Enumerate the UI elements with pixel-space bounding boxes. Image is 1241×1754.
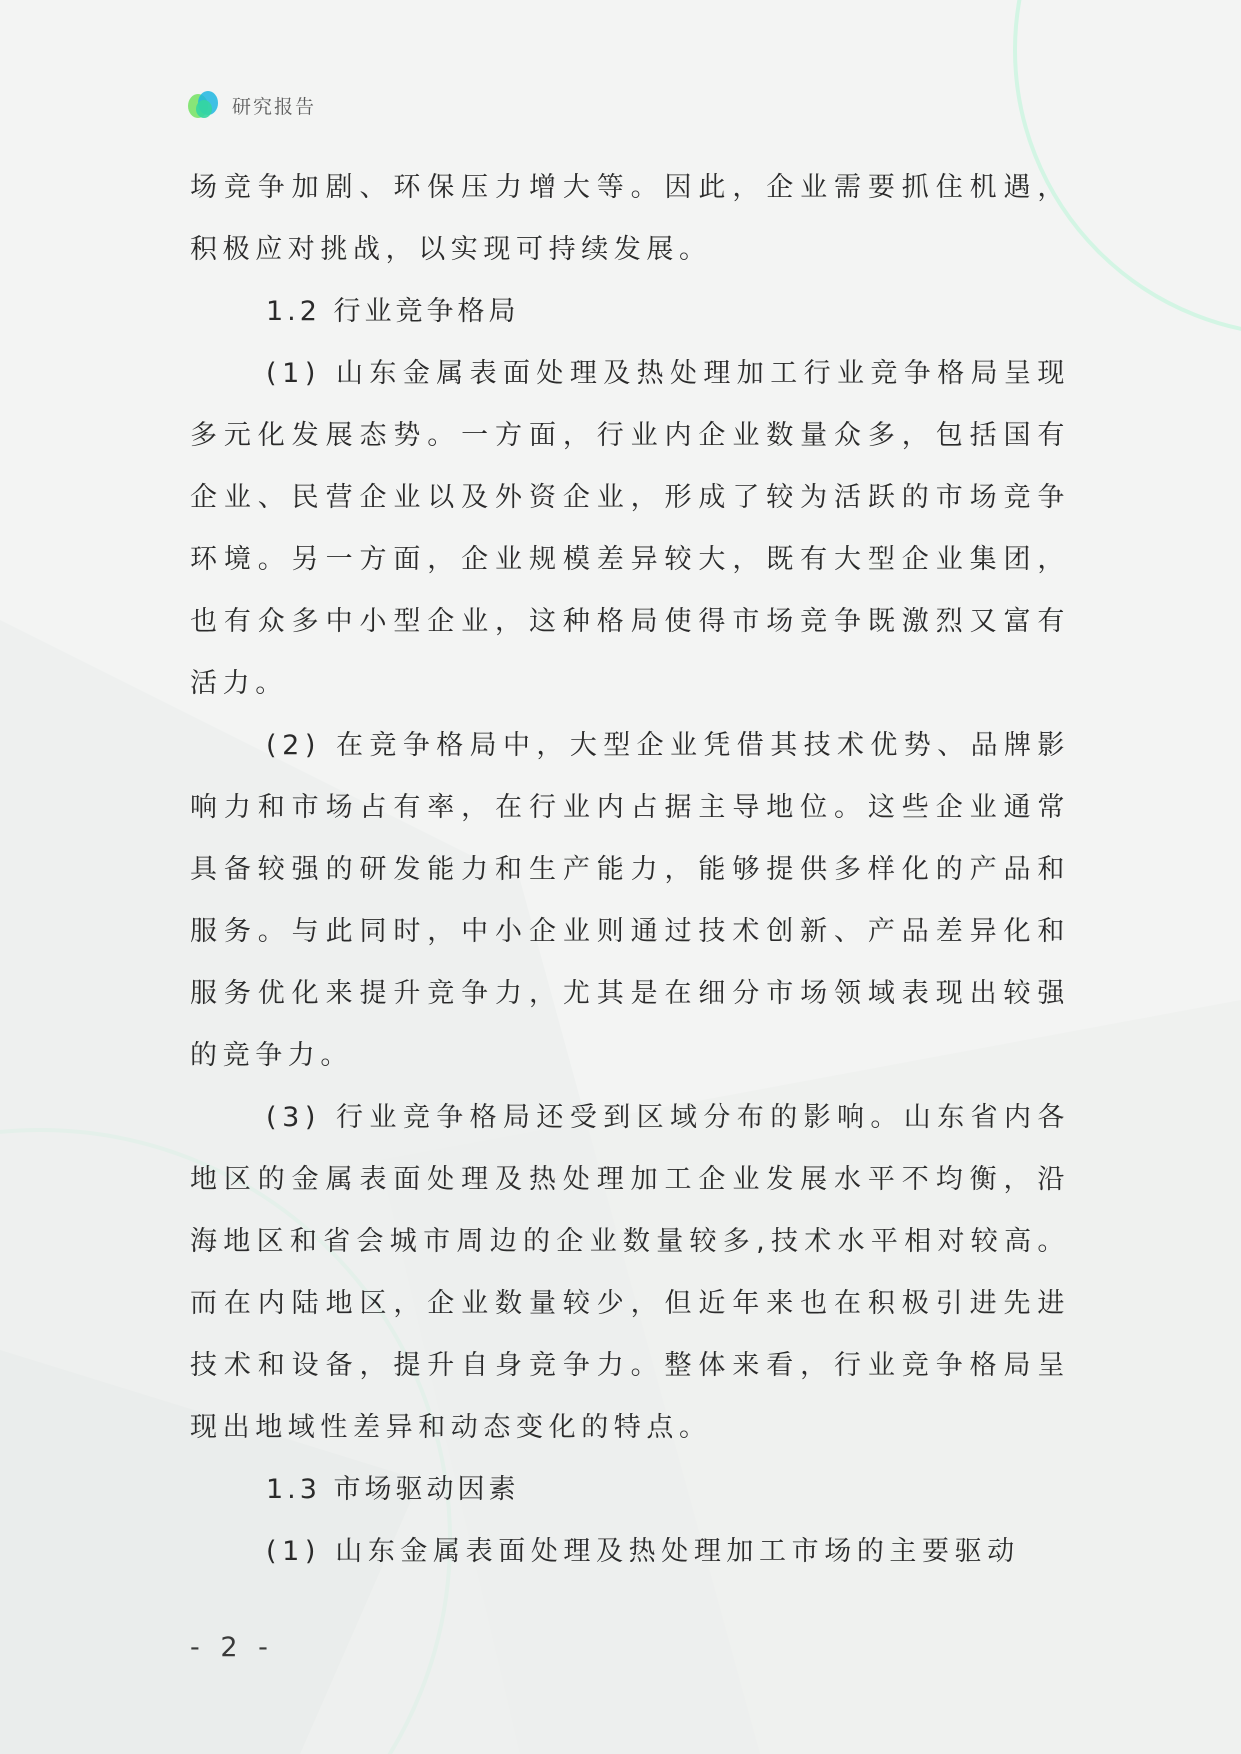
paragraph-intro: 场竞争加剧、环保压力增大等。因此，企业需要抓住机遇，积极应对挑战，以实现可持续发展。 (190, 172, 1070, 265)
paragraph-1-3-1: (1) 山东金属表面处理及热处理加工市场的主要驱动 (266, 1536, 1020, 1567)
green-leaf-logo-icon (186, 89, 222, 121)
section-heading-1-2: 1.2 行业竞争格局 (266, 296, 520, 327)
page-header (186, 88, 316, 122)
page-number: - 2 - (190, 1632, 274, 1663)
document-body (190, 157, 1070, 1583)
paragraph-1-2-1: (1) 山东金属表面处理及热处理加工行业竞争格局呈现多元化发展态势。一方面，行业内企业数量众多，包括国有企业、民营企业以及外资企业，形成了较为活跃的市场竞争环境。另一方面，企业规模差异较大，既有大型企业集团，也有众多中小型企业，这种格局使得市场竞争既激烈又富有活力。 (190, 358, 1070, 699)
paragraph-1-2-3: (3) 行业竞争格局还受到区域分布的影响。山东省内各地区的金属表面处理及热处理加工企业发展水平不均衡，沿海地区和省会城市周边的企业数量较多,技术水平相对较高。而在内陆地区，企业数量较少，但近年来也在积极引进先进技术和设备，提升自身竞争力。整体来看，行业竞争格局呈现出地域性差异和动态变化的特点。 (190, 1102, 1070, 1443)
section-heading-1-3: 1.3 市场驱动因素 (266, 1474, 520, 1505)
paragraph-1-2-2: (2) 在竞争格局中，大型企业凭借其技术优势、品牌影响力和市场占有率，在行业内占据主导地位。这些企业通常具备较强的研发能力和生产能力，能够提供多样化的产品和服务。与此同时，中小企业则通过技术创新、产品差异化和服务优化来提升竞争力，尤其是在细分市场领域表现出较强的竞争力。 (190, 730, 1070, 1071)
header-title: 研究报告 (232, 95, 317, 118)
